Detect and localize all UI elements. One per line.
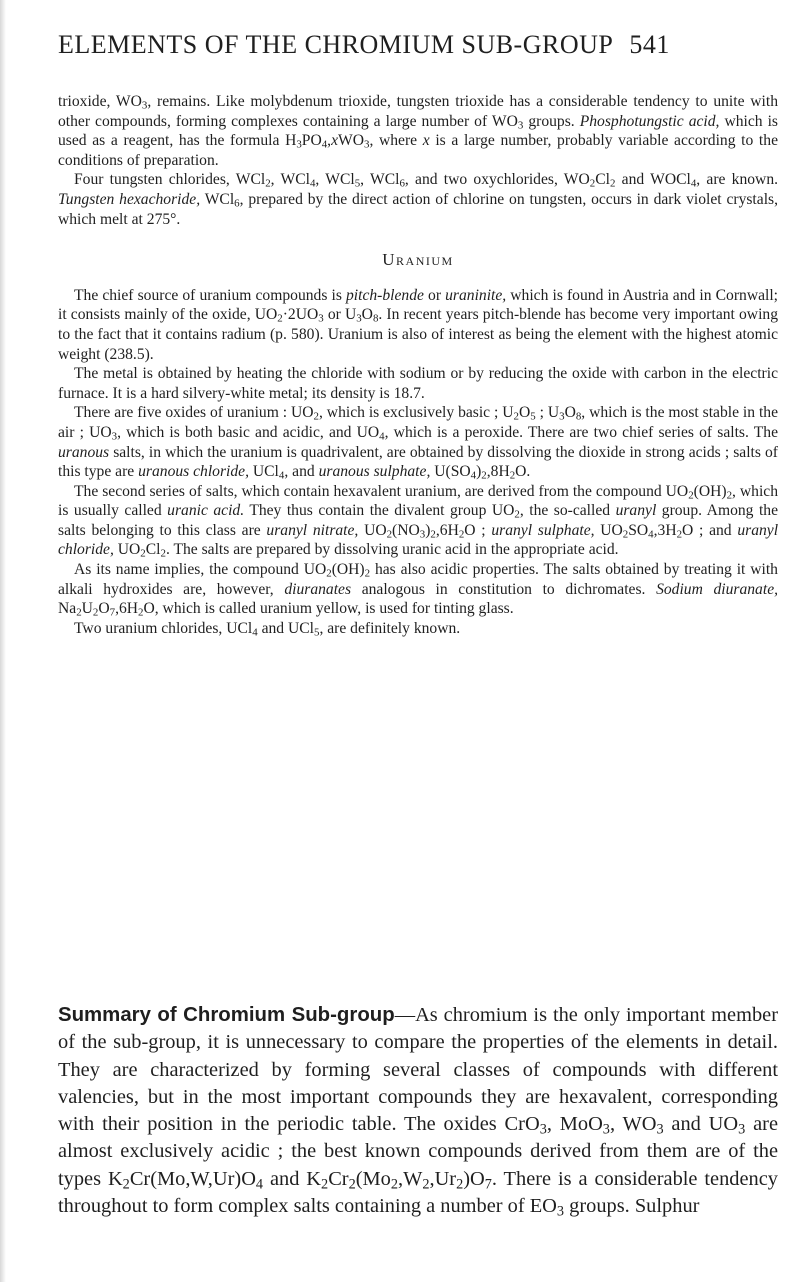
uranium-paragraph-6: Two uranium chlorides, UCl$_4$ and UCl$_5$, are definitely known.	[74, 619, 461, 639]
uranium-heading: Uranium	[382, 250, 454, 270]
tungsten-paragraph-2: Four tungsten chlorides, WCl$_2$, WCl$_4$, WCl$_5$, WCl$_6$, and two oxychlorides, $WO_2Cl_2$ and WOCl$_4$, are known. Tungsten hexachoride, WCl$_6$, prepared by the direct action of chlorine on tungsten, occurs in dark violet crystals, which melt at 275°.	[58, 171, 779, 228]
uranium-paragraph-2: The metal is obtained by heating the chloride with sodium or by reducing the oxide with carbon in the electric furnace. It is a hard silvery-white metal; its density is 18.7.	[58, 365, 778, 402]
page-edge-shadow	[0, 0, 6, 1282]
uranium-paragraph-1: The chief source of uranium compounds is pitch-blende or uraninite, which is found in Austria and in Cornwall; it consists mainly of the oxide, $UO_2\cdot 2UO_3$ or $U_3O_8$. In recent years pitch-blende has become very important owing to the fact that it contains radium (p. 580). Uranium is also of interest as being the element with the highest atomic weight (238.5).	[58, 286, 778, 363]
summary-paragraph: Summary of Chromium Sub-group—As chromium is the only important member of the sub-group, it is unnecessary to compare the properties of the elements in detail. They are characterized by forming several classes of compounds with different valencies, but in the most important compounds they are hexavalent, corresponding with their position in the periodic table. The oxides CrO$_3$, MoO$_3$, $WO_3$ and $UO_3$ are almost exclusively acidic ; the best known compounds derived from them are of the types $K_2Cr(Mo,W,Ur)O_4$ and $K_2Cr_2(Mo_2,W_2,Ur_2)O_7$. There is a considerable tendency throughout to form complex salts containing a number of $EO_3$ groups. Sulphur	[58, 1004, 778, 1220]
uranium-paragraph-5: As its name implies, the compound $UO_2(OH)_2$ has also acidic properties. The salts obtained by treating it with alkali hydroxides are, however, diuranates analogous in constitution to dichromates. Sodium diuranate, $Na_2U_2O_7,6H_2O$, which is called uranium yellow, is used for tinting glass.	[58, 561, 779, 619]
summary-heading: Summary of Chromium Sub-group	[58, 1004, 395, 1026]
uranium-paragraph-4: The second series of salts, which contain hexavalent uranium, are derived from the compound $UO_2(OH)_2$, which is usually called uranic acid. They thus contain the divalent group $UO_2$, the so-called uranyl group. Among the salts belonging to this class are uranyl nitrate, $UO_2(NO_3)_2,6H_2O$ ; uranyl sulphate, $UO_2SO_4,3H_2O$ ; and uranyl chloride, $UO_2Cl_2$. The salts are prepared by dissolving uranic acid in the appropriate acid.	[58, 482, 779, 561]
uranium-paragraph-3: There are five oxides of uranium : $UO_2$, which is exclusively basic ; $U_2O_5$ ; $U_3O_8$, which is the most stable in the air ; $UO_3$, which is both basic and acidic, and $UO_4$, which is a peroxide. There are two chief series of salts. The uranous salts, in which the uranium is quadrivalent, are obtained by dissolving the dioxide in strong acids ; salts of this type are uranous chloride, UCl$_4$, and uranous sulphate, $U(SO_4)_2,8H_2O$.	[58, 404, 779, 482]
tungsten-paragraph-1: trioxide, $WO_3$, remains. Like molybdenum trioxide, tungsten trioxide has a considerable tendency to unite with other compounds, forming complexes containing a large number of $WO_3$ groups. Phosphotungstic acid, which is used as a reagent, has the formula $H_3PO_4,xWO_3$, where x is a large number, probably variable according to the conditions of preparation.	[58, 93, 778, 169]
running-title: ELEMENTS OF THE CHROMIUM SUB-GROUP	[58, 30, 614, 59]
small-print-section	[58, 92, 778, 638]
page-number: 541	[629, 30, 670, 59]
page-header	[58, 30, 778, 60]
